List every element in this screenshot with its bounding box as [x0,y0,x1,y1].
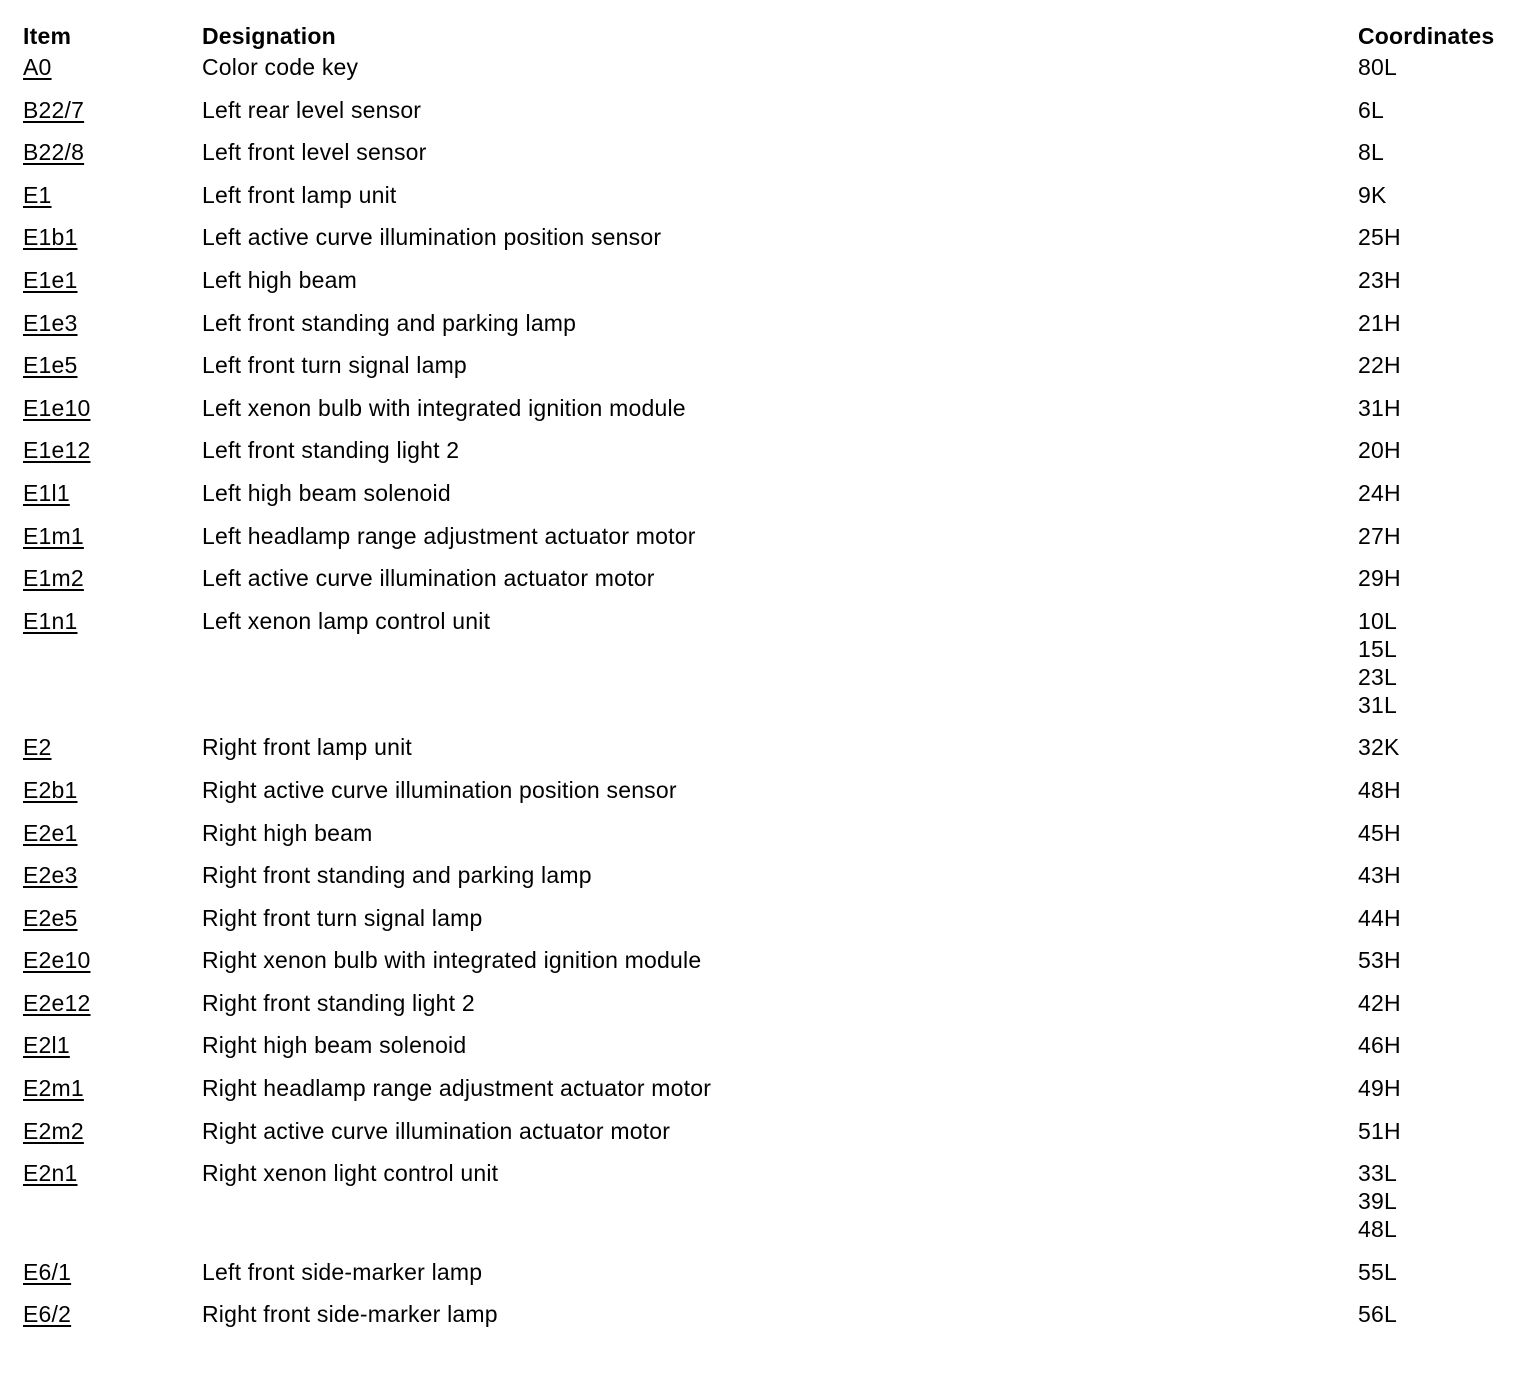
coordinates-cell [1358,607,1397,719]
item-link[interactable]: E1m1 [23,522,84,549]
item-link[interactable]: E2 [23,734,52,761]
table-row [23,1258,1523,1301]
coordinate-value: 25H [1358,224,1401,251]
designation-cell: Left high beam [202,266,357,293]
coordinates-cell [1358,394,1401,422]
designation-cell: Right high beam [202,819,373,846]
item-link[interactable]: E2e5 [23,904,78,931]
coordinates-cell [1358,861,1401,889]
table-row [23,776,1523,819]
designation-cell: Right front side-marker lamp [202,1301,498,1328]
item-link[interactable]: A0 [23,54,52,80]
item-link[interactable]: E2e12 [23,989,91,1016]
designation-cell: Right active curve illumination actuator motor [202,1117,671,1144]
item-link[interactable]: E2e1 [23,819,78,846]
coordinates-cell [1358,564,1401,592]
coordinates-cell [1358,733,1400,761]
coordinate-value: 27H [1358,522,1401,549]
item-cell [23,479,70,507]
item-cell [23,861,78,889]
coordinate-value: 32K [1358,734,1400,761]
table-row [23,351,1523,394]
table-row [23,607,1523,734]
table-row [23,861,1523,904]
coordinate-value: 39L [1358,1188,1397,1215]
coordinates-cell [1358,819,1401,847]
coordinate-value: 80L [1358,54,1397,80]
item-link[interactable]: E1e10 [23,394,91,421]
coordinate-value: 23H [1358,266,1401,293]
table-row [23,53,1523,96]
coordinate-value: 22H [1358,352,1401,379]
table-row [23,564,1523,607]
coordinate-value: 45H [1358,819,1401,846]
coordinate-value: 56L [1358,1301,1397,1328]
coordinate-value: 43H [1358,862,1401,889]
designation-cell: Left headlamp range adjustment actuator motor [202,522,696,549]
item-link[interactable]: E1e5 [23,352,78,379]
designation-cell: Right front lamp unit [202,734,413,761]
designation-cell: Right high beam solenoid [202,1032,467,1059]
coordinate-value: 24H [1358,479,1401,506]
table-row [23,904,1523,947]
coordinate-value: 29H [1358,565,1401,592]
coordinate-value: 48H [1358,776,1401,803]
table-body [23,53,1523,1343]
item-cell [23,1300,71,1328]
coordinate-value: 49H [1358,1075,1401,1102]
item-cell [23,819,78,847]
coordinate-value: 10L [1358,607,1397,634]
coordinate-value: 51H [1358,1117,1401,1144]
item-cell [23,1258,71,1286]
designation-cell: Left front standing and parking lamp [202,309,577,336]
coordinates-cell [1358,1300,1397,1328]
coordinates-cell [1358,96,1384,124]
coordinates-cell [1358,522,1401,550]
item-link[interactable]: E2l1 [23,1032,70,1059]
item-cell [23,223,78,251]
coordinates-cell [1358,181,1387,209]
coordinate-value: 46H [1358,1032,1401,1059]
coordinates-cell [1358,776,1401,804]
table-row [23,309,1523,352]
item-cell [23,733,52,761]
table-row [23,522,1523,565]
designation-cell: Left high beam solenoid [202,479,451,506]
table-row [23,96,1523,139]
coordinate-value: 53H [1358,947,1401,974]
coordinates-cell [1358,1074,1401,1102]
coordinates-cell [1358,309,1401,337]
table-row [23,1117,1523,1160]
coordinates-cell [1358,946,1401,974]
table-row [23,1074,1523,1117]
table-row [23,989,1523,1032]
designation-cell: Left xenon bulb with integrated ignition module [202,394,686,421]
coordinate-value: 23L [1358,663,1397,690]
coordinate-value: 15L [1358,635,1397,662]
item-cell [23,522,84,550]
designation-cell: Left front side-marker lamp [202,1258,483,1285]
item-link[interactable]: E2e3 [23,862,78,889]
table-row [23,223,1523,266]
coordinate-value: 44H [1358,904,1401,931]
coordinate-value: 8L [1358,139,1384,166]
coordinates-cell [1358,436,1401,464]
coordinates-cell [1358,53,1397,81]
coordinate-value: 9K [1358,181,1387,208]
coordinate-value: 55L [1358,1258,1397,1285]
designation-cell: Left active curve illumination position sensor [202,224,662,251]
item-cell [23,776,78,804]
table-row [23,436,1523,479]
item-link[interactable]: B22/7 [23,96,85,123]
table-row [23,1031,1523,1074]
table-row [23,479,1523,522]
table-row [23,819,1523,862]
table-row [23,394,1523,437]
item-cell [23,96,84,124]
header-coordinates: Coordinates [1358,23,1495,49]
coordinate-value: 31H [1358,394,1401,421]
item-link[interactable]: E1n1 [23,607,78,634]
table-row [23,138,1523,181]
item-cell [23,564,84,592]
item-link[interactable]: E6/2 [23,1301,72,1328]
component-legend-table [23,20,1523,1343]
item-cell [23,1031,70,1059]
coordinates-cell [1358,138,1384,166]
item-cell [23,946,91,974]
item-cell [23,1117,84,1145]
coordinates-cell [1358,223,1401,251]
coordinate-value: 20H [1358,437,1401,464]
designation-cell: Right front standing and parking lamp [202,862,592,889]
designation-cell: Left xenon lamp control unit [202,607,491,634]
item-cell [23,181,52,209]
item-link[interactable]: E1b1 [23,224,78,251]
coordinate-value: 48L [1358,1216,1397,1243]
coordinates-cell [1358,1031,1401,1059]
header-designation: Designation [202,23,336,49]
coordinate-value: 6L [1358,96,1384,123]
item-link[interactable]: E1 [23,181,52,208]
header-item: Item [23,23,72,49]
designation-cell: Right xenon bulb with integrated ignition module [202,947,702,974]
designation-cell: Right active curve illumination position sensor [202,776,677,803]
item-cell [23,309,78,337]
item-cell [23,989,91,1017]
designation-cell: Right headlamp range adjustment actuator motor [202,1075,712,1102]
item-link[interactable]: B22/8 [23,139,85,166]
item-link[interactable]: E1e3 [23,309,78,336]
designation-cell: Left front level sensor [202,139,427,166]
table-row [23,1300,1523,1343]
item-link[interactable]: E2b1 [23,776,78,803]
item-link[interactable]: E2n1 [23,1160,78,1187]
designation-cell: Left front turn signal lamp [202,352,467,379]
item-cell [23,607,78,635]
coordinate-value: 21H [1358,309,1401,336]
coordinates-cell [1358,989,1401,1017]
coordinates-cell [1358,1117,1401,1145]
item-link[interactable]: E2m1 [23,1075,84,1102]
item-cell [23,53,52,81]
table-header [23,20,1523,53]
coordinate-value: 31L [1358,691,1397,718]
designation-cell: Right front standing light 2 [202,989,475,1016]
table-row [23,946,1523,989]
table-row [23,181,1523,224]
coordinates-cell [1358,266,1401,294]
table-row [23,733,1523,776]
designation-cell: Right front turn signal lamp [202,904,483,931]
item-link[interactable]: E2e10 [23,947,91,974]
item-link[interactable]: E1m2 [23,565,84,592]
coordinate-value: 33L [1358,1160,1397,1187]
item-cell [23,394,91,422]
table-row [23,266,1523,309]
item-cell [23,138,84,166]
designation-cell: Left rear level sensor [202,96,422,123]
coordinates-cell [1358,1159,1397,1243]
designation-cell: Color code key [202,54,359,80]
designation-cell: Right xenon light control unit [202,1160,499,1187]
item-cell [23,266,78,294]
coordinate-value: 42H [1358,989,1401,1016]
table-row [23,1159,1523,1258]
item-link[interactable]: E1l1 [23,479,70,506]
coordinates-cell [1358,904,1401,932]
designation-cell: Left front lamp unit [202,181,397,208]
coordinates-cell [1358,479,1401,507]
item-cell [23,351,78,379]
coordinates-cell [1358,1258,1397,1286]
item-cell [23,1074,84,1102]
item-cell [23,436,91,464]
item-link[interactable]: E1e1 [23,266,78,293]
designation-cell: Left active curve illumination actuator motor [202,565,655,592]
item-cell [23,904,78,932]
designation-cell: Left front standing light 2 [202,437,460,464]
coordinates-cell [1358,351,1401,379]
item-link[interactable]: E6/1 [23,1258,72,1285]
item-link[interactable]: E2m2 [23,1117,84,1144]
item-cell [23,1159,78,1187]
item-link[interactable]: E1e12 [23,437,91,464]
